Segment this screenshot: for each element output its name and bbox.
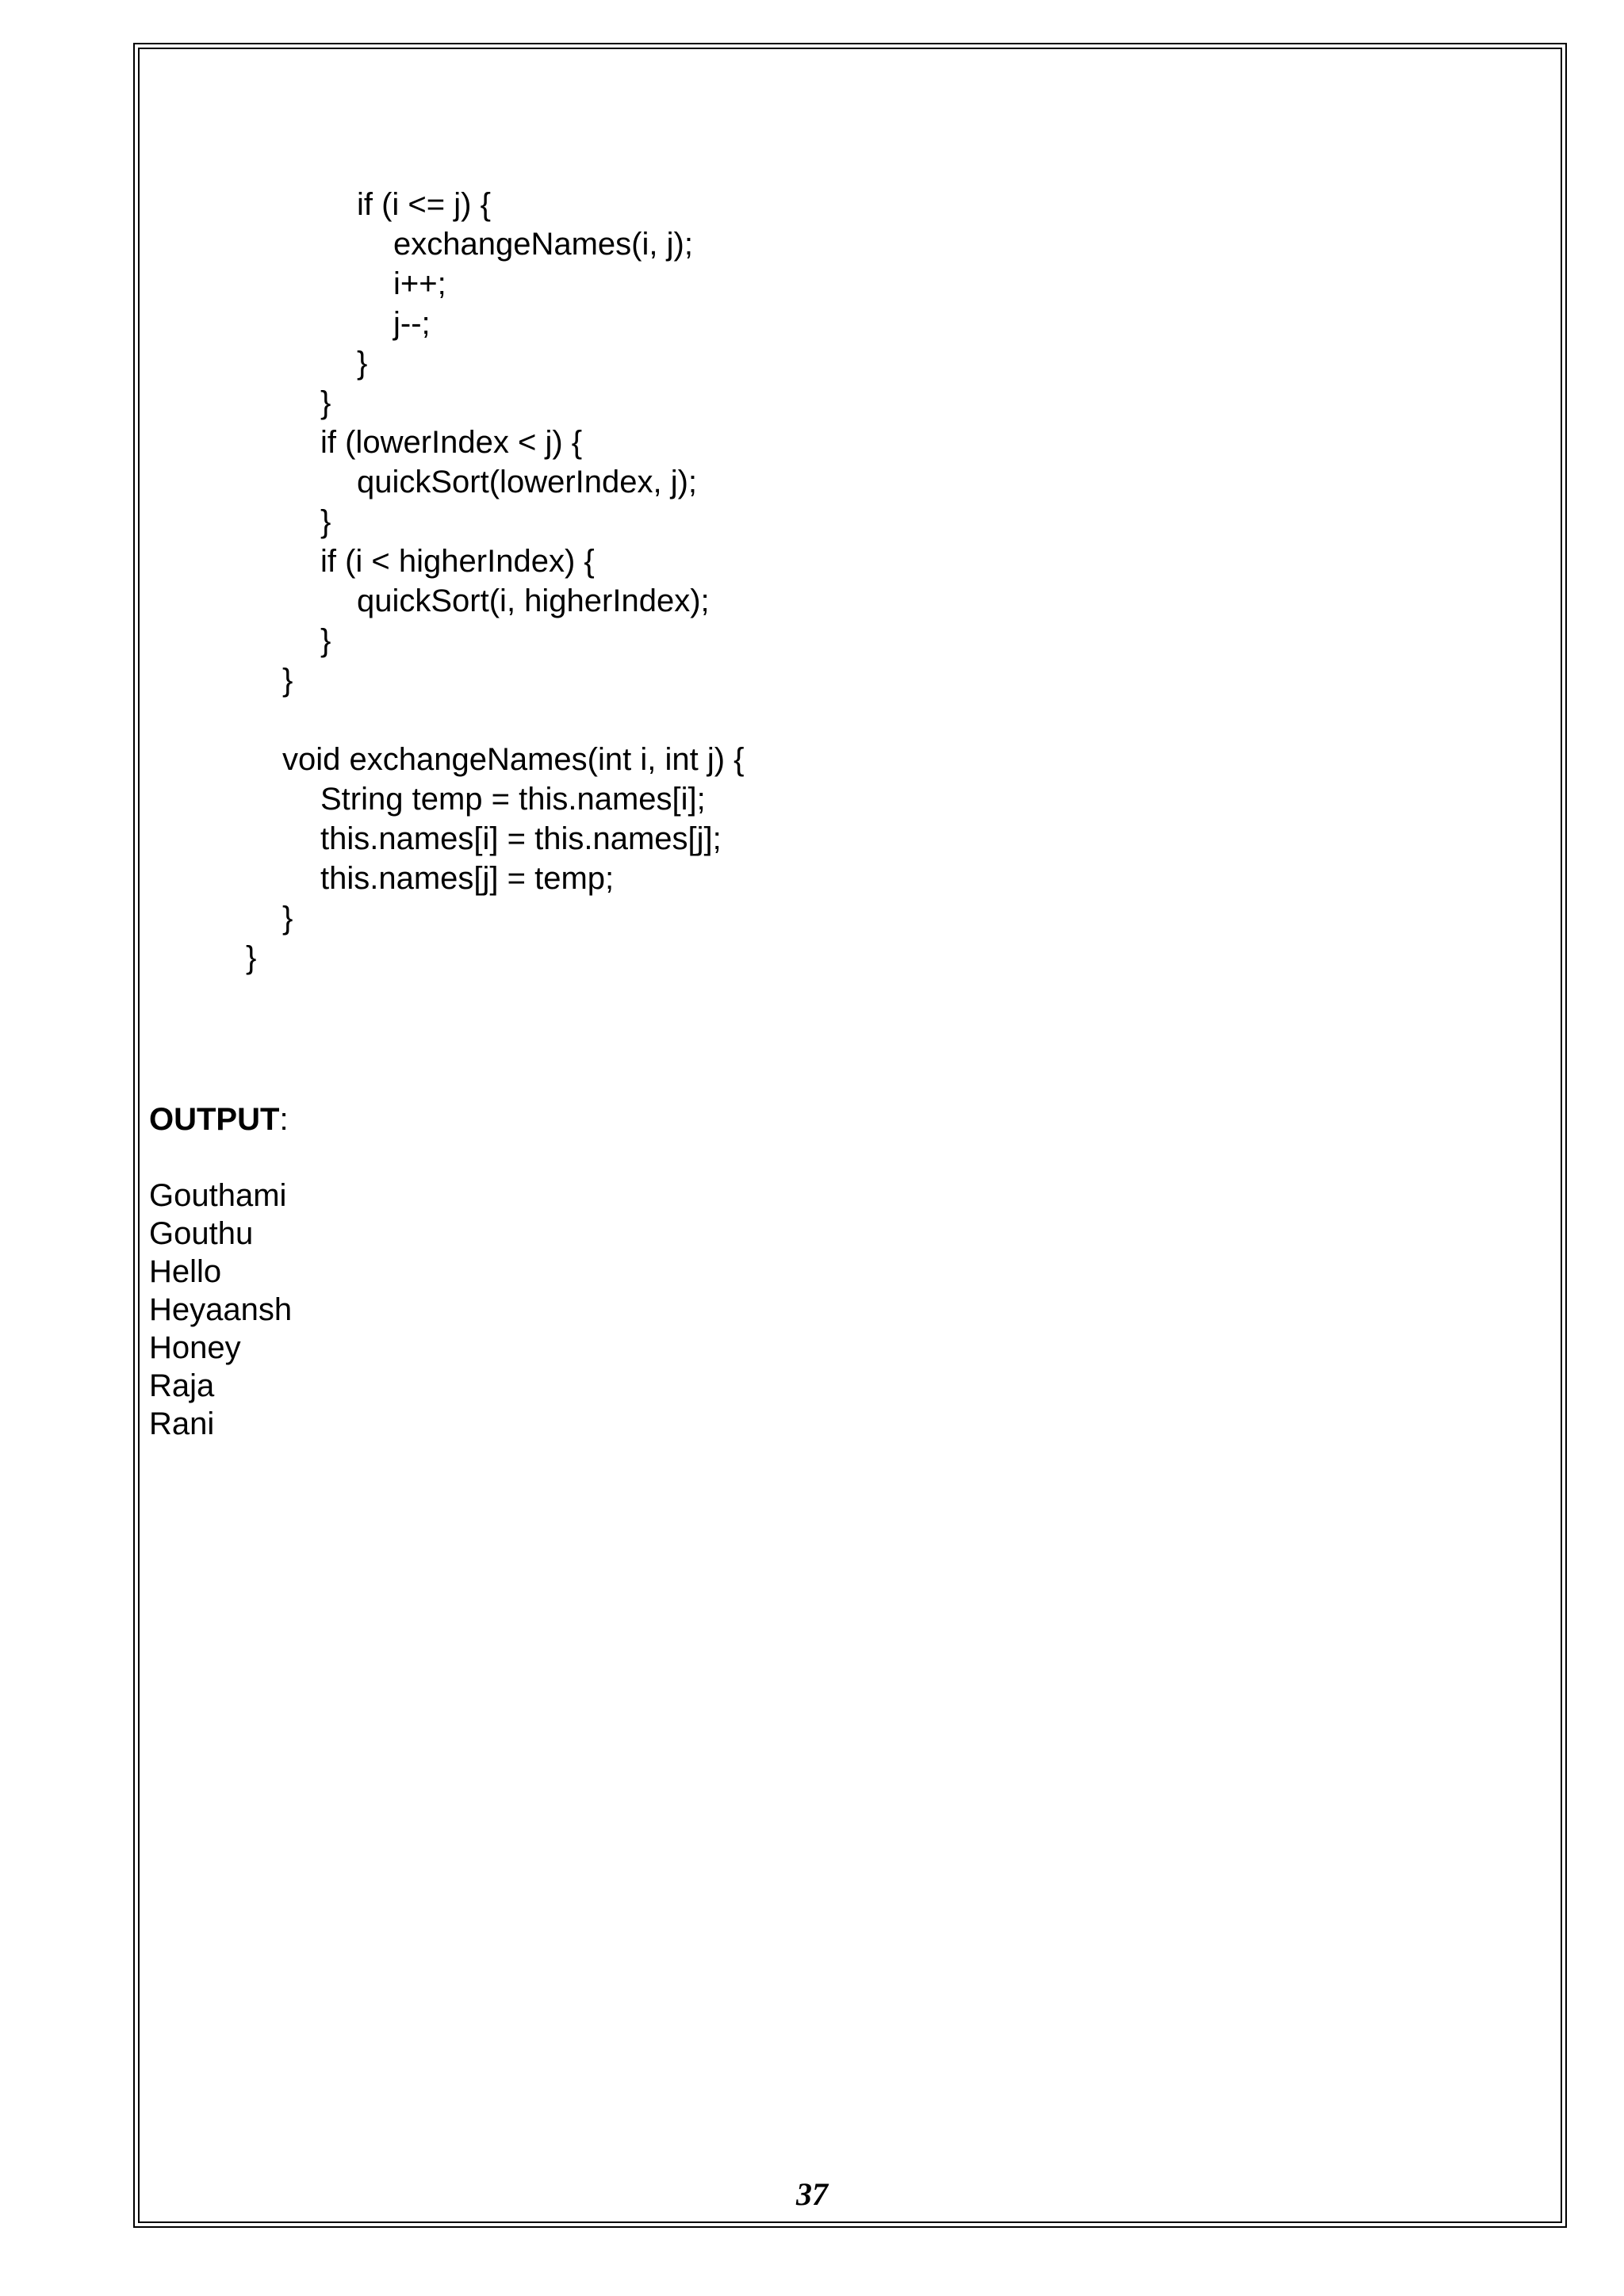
- code-line: exchangeNames(i, j);: [393, 227, 693, 262]
- code-line: }: [282, 663, 293, 698]
- output-heading-colon: :: [279, 1102, 289, 1137]
- output-line: Raja: [149, 1368, 215, 1403]
- code-line: String temp = this.names[i];: [320, 782, 706, 817]
- code-line: if (i < higherIndex) {: [320, 544, 595, 579]
- code-listing: [0, 0, 1624, 1031]
- output-heading-label: OUTPUT: [149, 1102, 280, 1137]
- code-line: quickSort(lowerIndex, j);: [357, 465, 698, 499]
- code-line: if (i <= j) {: [357, 187, 491, 222]
- code-line: this.names[j] = temp;: [320, 861, 615, 896]
- code-line: }: [246, 940, 257, 975]
- output-line: Heyaansh: [149, 1292, 293, 1327]
- code-line: }: [357, 346, 368, 381]
- code-line: i++;: [393, 266, 446, 301]
- code-line: this.names[i] = this.names[j];: [320, 821, 722, 856]
- output-line: Gouthami: [149, 1178, 287, 1213]
- output-list: [149, 1177, 292, 1443]
- code-line: }: [320, 623, 331, 658]
- code-line: }: [320, 504, 331, 539]
- code-line: void exchangeNames(int i, int j) {: [282, 742, 745, 777]
- code-line: j--;: [393, 306, 431, 341]
- code-line: }: [320, 385, 331, 420]
- code-line: }: [282, 901, 293, 936]
- output-line: Gouthu: [149, 1216, 254, 1251]
- output-heading: [149, 1100, 289, 1138]
- code-line: quickSort(i, higherIndex);: [357, 584, 710, 618]
- output-line: Hello: [149, 1254, 222, 1289]
- code-line: if (lowerIndex < j) {: [320, 425, 583, 460]
- output-line: Honey: [149, 1330, 241, 1365]
- output-line: Rani: [149, 1406, 215, 1441]
- page-number: 37: [796, 2176, 828, 2212]
